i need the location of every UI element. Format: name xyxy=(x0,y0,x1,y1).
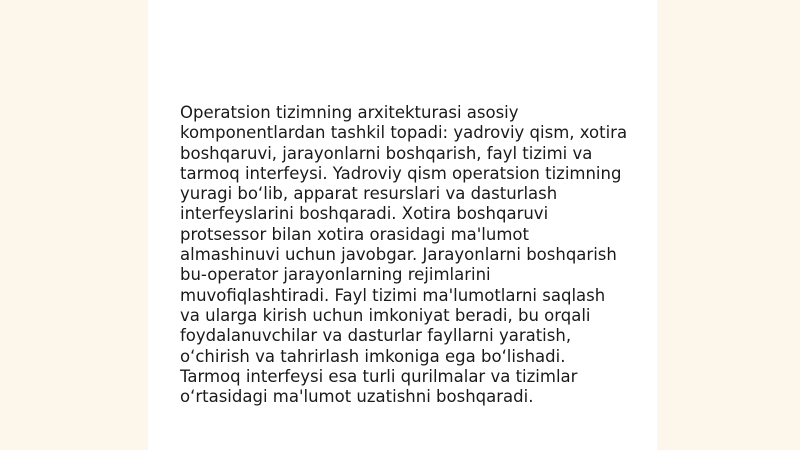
document-page xyxy=(148,0,657,450)
body-paragraph: Operatsion tizimning arxitekturasi asosiy komponentlardan tashkil topadi: yadroviy qism, xotira boshqaruvi, jarayonlarni boshqarish, fayl tizimi va tarmoq interfeysi. Yadroviy qism operatsion tizimning yuragi bo‘lib, apparat resurslari va dasturlash interfeyslarini boshqaradi. Xotira boshqaruvi protsessor bilan xotira orasidagi ma'lumot almashinuvi uchun javobgar. Jarayonlarni boshqarish bu-operator jarayonlarning rejimlarini muvofiqlashtiradi. Fayl tizimi ma'lumotlarni saqlash va ularga kirish uchun imkoniyat beradi, bu orqali foydalanuvchilar va dasturlar fayllarni yaratish, o‘chirish va tahrirlash imkoniga ega bo‘lishadi. Tarmoq interfeysi esa turli qurilmalar va tizimlar o‘rtasidagi ma'lumot uzatishni boshqaradi. xyxy=(180,103,628,407)
